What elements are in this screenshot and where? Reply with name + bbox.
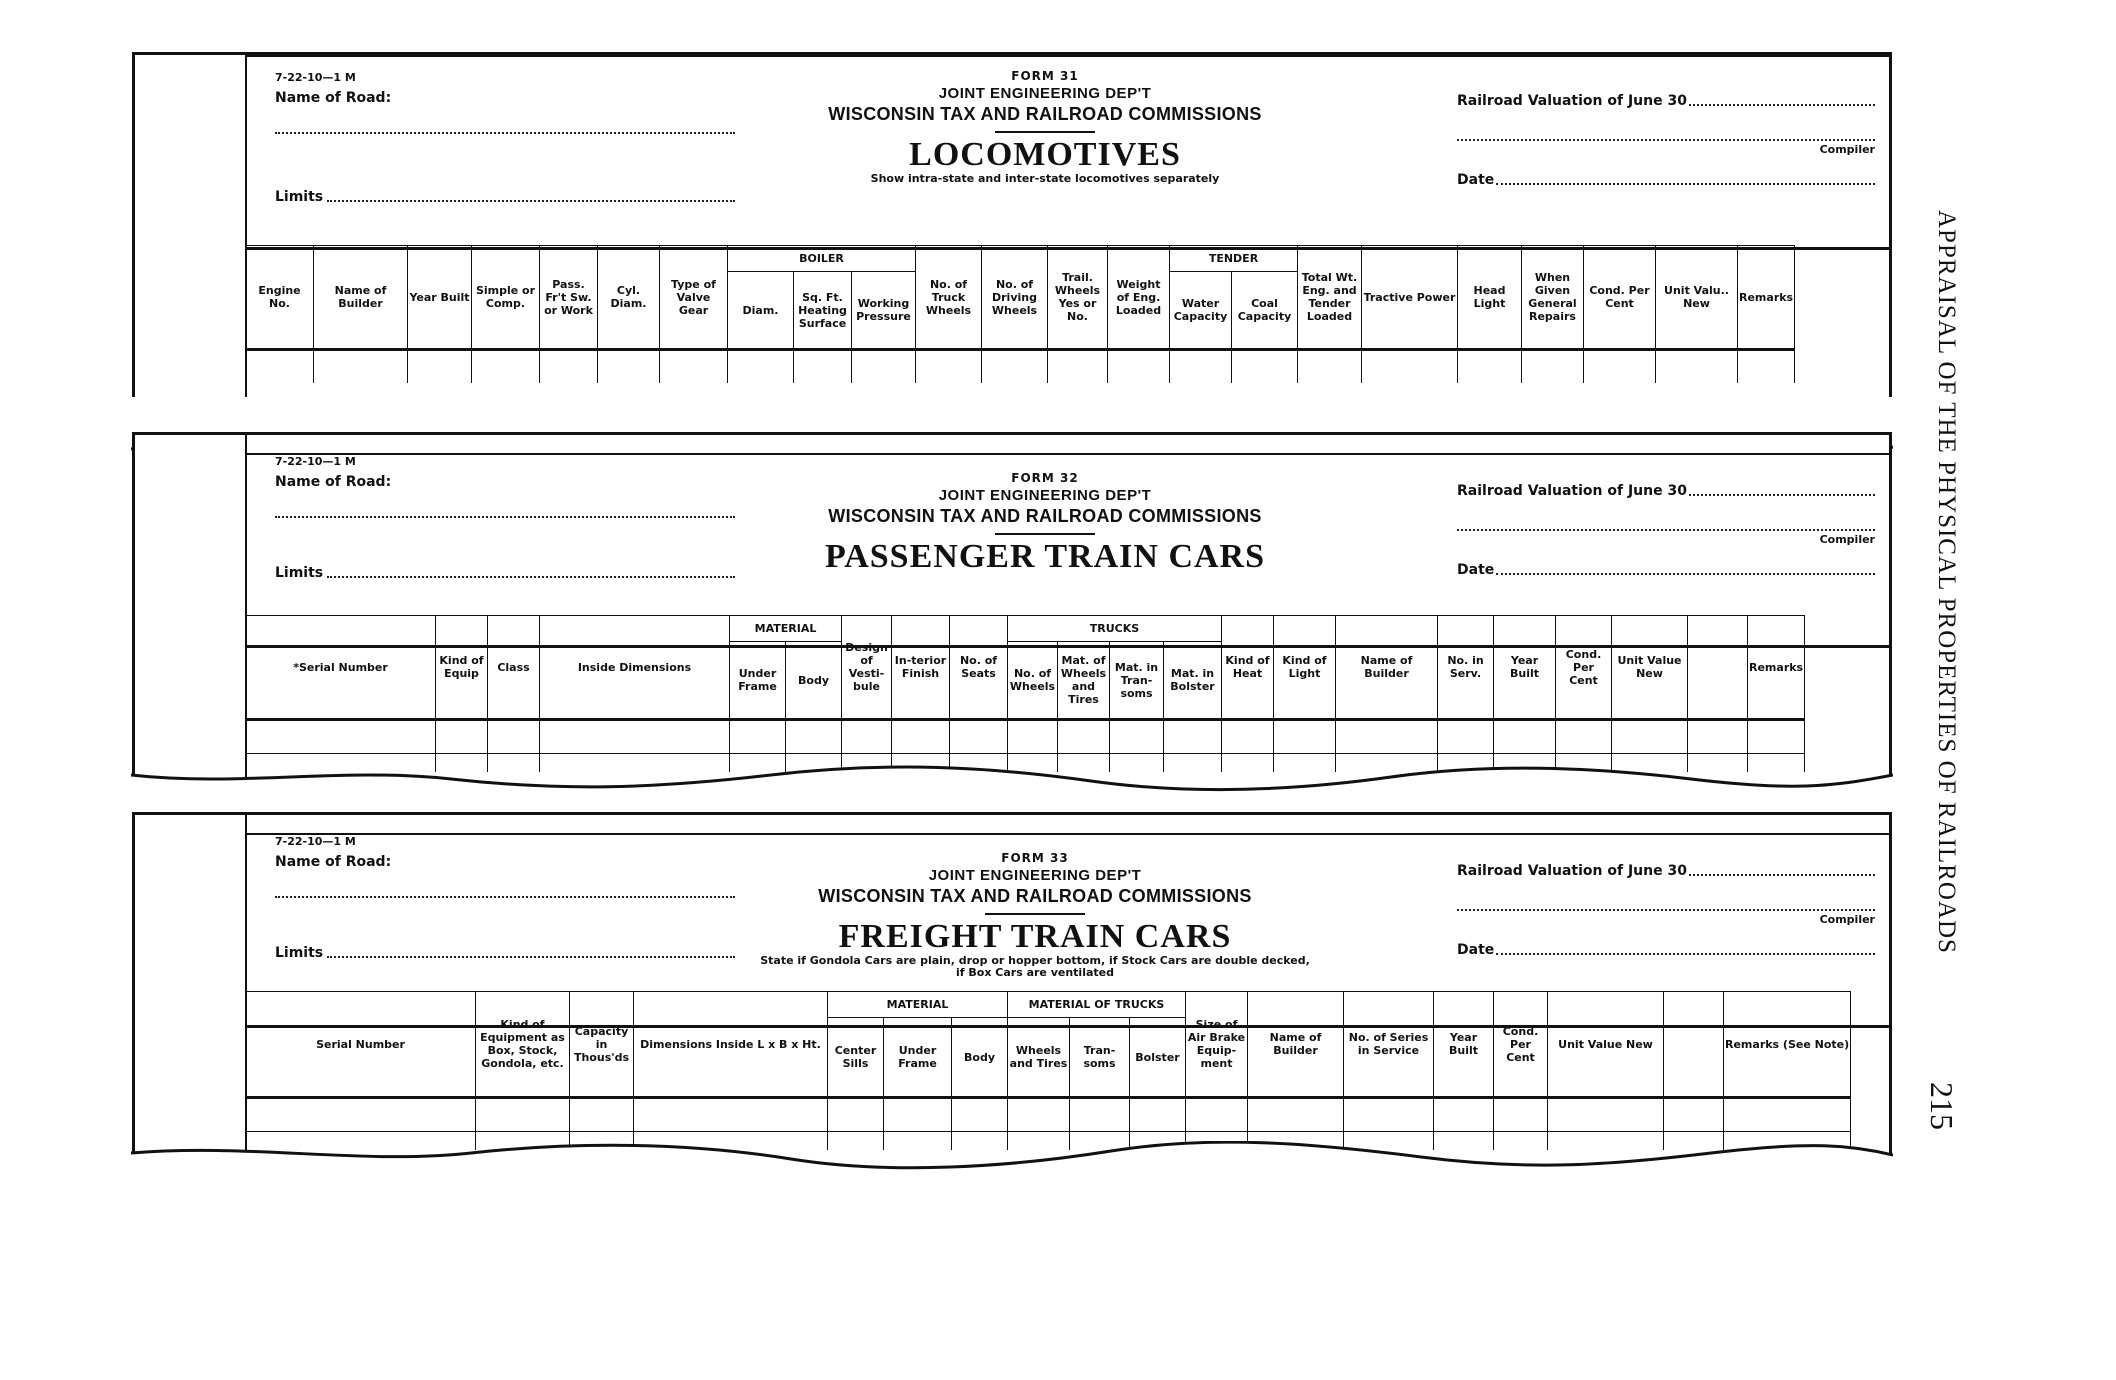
col-transoms: Tran-soms bbox=[1070, 1018, 1130, 1098]
col-name-of-builder: Name of Builder bbox=[1248, 992, 1344, 1098]
form-number: FORM 32 bbox=[1011, 471, 1079, 485]
col-coal-capacity: Coal Capacity bbox=[1232, 272, 1298, 350]
col-mat-wheels-tires: Mat. of Wheels and Tires bbox=[1058, 642, 1110, 720]
road-info bbox=[275, 835, 735, 961]
title-rule bbox=[985, 913, 1085, 915]
col-cond-per-cent: Cond. Per Cent bbox=[1584, 246, 1656, 350]
col-under-frame: Under Frame bbox=[884, 1018, 952, 1098]
name-of-road-field[interactable] bbox=[275, 516, 735, 518]
title-rule bbox=[995, 131, 1095, 133]
col-year-built: Year Built bbox=[1494, 616, 1556, 720]
form-title-block bbox=[765, 69, 1325, 185]
passenger-cars-table bbox=[245, 615, 1805, 772]
col-unit-value-new: Unit Value New bbox=[1612, 616, 1688, 720]
col-water-capacity: Water Capacity bbox=[1170, 272, 1232, 350]
limits-label: Limits bbox=[275, 565, 324, 581]
torn-edge bbox=[131, 765, 1893, 795]
date-field[interactable] bbox=[1496, 573, 1875, 575]
col-remarks: Remarks (See Note) bbox=[1724, 992, 1851, 1098]
running-header bbox=[1924, 210, 1990, 1210]
compiler-field[interactable] bbox=[1457, 909, 1875, 911]
col-truck-wheels: No. of Truck Wheels bbox=[916, 246, 982, 350]
col-no-of-series: No. of Series in Service bbox=[1344, 992, 1434, 1098]
commission: WISCONSIN TAX AND RAILROAD COMMISSIONS bbox=[828, 506, 1262, 526]
col-tractive-power: Tractive Power bbox=[1362, 246, 1458, 350]
form-title: PASSENGER TRAIN CARS bbox=[824, 538, 1266, 575]
valuation-field[interactable] bbox=[1689, 874, 1875, 876]
limits-field[interactable] bbox=[327, 200, 735, 202]
department: JOINT ENGINEERING DEP'T bbox=[938, 487, 1152, 504]
compiler-field[interactable] bbox=[1457, 529, 1875, 531]
col-year-built: Year Built bbox=[1434, 992, 1494, 1098]
col-mat-bolster: Mat. in Bolster bbox=[1164, 642, 1222, 720]
col-dimensions-inside: Dimensions Inside L x B x Ht. bbox=[634, 992, 828, 1098]
valuation-field[interactable] bbox=[1689, 494, 1875, 496]
commission: WISCONSIN TAX AND RAILROAD COMMISSIONS bbox=[818, 886, 1252, 906]
col-serial-number: *Serial Number bbox=[246, 616, 436, 720]
print-code: 7-22-10—1 M bbox=[275, 455, 356, 468]
col-blank bbox=[1664, 992, 1724, 1098]
col-serial-number: Serial Number bbox=[246, 992, 476, 1098]
name-of-road-label: Name of Road: bbox=[275, 474, 392, 490]
col-no-of-seats: No. of Seats bbox=[950, 616, 1008, 720]
form-subtitle-2: if Box Cars are ventilated bbox=[956, 966, 1114, 979]
col-unit-value-new: Unit Valu.. New bbox=[1656, 246, 1738, 350]
compiler-field[interactable] bbox=[1457, 139, 1875, 141]
col-cond-per-cent: Cond. Per Cent bbox=[1556, 616, 1612, 720]
col-remarks: Remarks bbox=[1738, 246, 1795, 350]
limits-row bbox=[275, 189, 735, 205]
col-capacity: Capacity in Thous'ds bbox=[570, 992, 634, 1098]
form-32-passenger-train-cars bbox=[132, 432, 1892, 785]
col-air-brake: Size of Air Brake Equip-ment bbox=[1186, 992, 1248, 1098]
form-header bbox=[245, 55, 1889, 250]
group-boiler: BOILER bbox=[728, 246, 916, 272]
col-name-of-builder: Name of Builder bbox=[1336, 616, 1438, 720]
col-body: Body bbox=[786, 642, 842, 720]
form-33-freight-train-cars bbox=[132, 812, 1892, 1165]
valuation-label: Railroad Valuation of June 30 bbox=[1457, 483, 1687, 499]
limits-field[interactable] bbox=[327, 956, 735, 958]
col-remarks: Remarks bbox=[1748, 616, 1805, 720]
col-cond-per-cent: Cond. Per Cent bbox=[1494, 992, 1548, 1098]
col-total-wt: Total Wt. Eng. and Tender Loaded bbox=[1298, 246, 1362, 350]
date-label: Date bbox=[1457, 172, 1495, 188]
col-no-of-wheels: No. of Wheels bbox=[1008, 642, 1058, 720]
col-pass-frt: Pass. Fr't Sw. or Work bbox=[540, 246, 598, 350]
locomotives-table bbox=[245, 245, 1795, 383]
print-code: 7-22-10—1 M bbox=[275, 835, 356, 848]
freight-cars-table bbox=[245, 991, 1851, 1150]
date-field[interactable] bbox=[1496, 183, 1875, 185]
limits-row bbox=[275, 565, 735, 581]
col-trail-wheels: Trail. Wheels Yes or No. bbox=[1048, 246, 1108, 350]
valuation-info bbox=[1457, 93, 1875, 188]
group-material-of-trucks: MATERIAL OF TRUCKS bbox=[1008, 992, 1186, 1018]
name-of-road-field[interactable] bbox=[275, 896, 735, 898]
road-info bbox=[275, 71, 735, 205]
form-number: FORM 33 bbox=[1001, 851, 1069, 865]
col-under-frame: Under Frame bbox=[730, 642, 786, 720]
col-center-sills: Center Sills bbox=[828, 1018, 884, 1098]
page-number: 215 bbox=[1924, 1082, 1960, 1130]
name-of-road-label: Name of Road: bbox=[275, 90, 392, 106]
col-year-built: Year Built bbox=[408, 246, 472, 350]
col-simple-or-comp: Simple or Comp. bbox=[472, 246, 540, 350]
col-inside-dimensions: Inside Dimensions bbox=[540, 616, 730, 720]
running-header-title: APPRAISAL OF THE PHYSICAL PROPERTIES OF RAILROADS bbox=[1933, 210, 1960, 954]
date-label: Date bbox=[1457, 942, 1495, 958]
col-mat-transoms: Mat. in Tran-soms bbox=[1110, 642, 1164, 720]
print-code: 7-22-10—1 M bbox=[275, 71, 356, 84]
col-type-valve-gear: Type of Valve Gear bbox=[660, 246, 728, 350]
commission: WISCONSIN TAX AND RAILROAD COMMISSIONS bbox=[828, 104, 1262, 124]
title-rule bbox=[995, 533, 1095, 535]
limits-row bbox=[275, 945, 735, 961]
valuation-label: Railroad Valuation of June 30 bbox=[1457, 863, 1687, 879]
col-kind-of-light: Kind of Light bbox=[1274, 616, 1336, 720]
form-stub bbox=[135, 55, 247, 397]
compiler-label: Compiler bbox=[1819, 533, 1875, 546]
form-title: LOCOMOTIVES bbox=[909, 136, 1181, 173]
valuation-field[interactable] bbox=[1689, 104, 1875, 106]
road-info bbox=[275, 455, 735, 581]
date-field[interactable] bbox=[1496, 953, 1875, 955]
col-kind-of-equip: Kind of Equip bbox=[436, 616, 488, 720]
form-title: FREIGHT TRAIN CARS bbox=[838, 918, 1232, 955]
compiler-label: Compiler bbox=[1819, 913, 1875, 926]
col-heating-surface: Sq. Ft. Heating Surface bbox=[794, 272, 852, 350]
col-driving-wheels: No. of Driving Wheels bbox=[982, 246, 1048, 350]
form-stub bbox=[135, 435, 247, 785]
col-class: Class bbox=[488, 616, 540, 720]
col-weight-eng: Weight of Eng. Loaded bbox=[1108, 246, 1170, 350]
group-material: MATERIAL bbox=[730, 616, 842, 642]
valuation-info bbox=[1457, 483, 1875, 578]
valuation-label: Railroad Valuation of June 30 bbox=[1457, 93, 1687, 109]
col-kind-of-equipment: Kind of Equipment as Box, Stock, Gondola, etc. bbox=[476, 992, 570, 1098]
col-name-of-builder: Name of Builder bbox=[314, 246, 408, 350]
limits-field[interactable] bbox=[327, 576, 735, 578]
department: JOINT ENGINEERING DEP'T bbox=[928, 867, 1142, 884]
col-blank bbox=[1688, 616, 1748, 720]
form-subtitle: Show intra-state and inter-state locomotives separately bbox=[870, 172, 1220, 185]
col-boiler-diam: Diam. bbox=[728, 272, 794, 350]
col-unit-value-new: Unit Value New bbox=[1548, 992, 1664, 1098]
table-row[interactable] bbox=[246, 1098, 1851, 1132]
group-material: MATERIAL bbox=[828, 992, 1008, 1018]
name-of-road-label: Name of Road: bbox=[275, 854, 392, 870]
date-label: Date bbox=[1457, 562, 1495, 578]
col-no-in-serv: No. in Serv. bbox=[1438, 616, 1494, 720]
col-engine-no: Engine No. bbox=[246, 246, 314, 350]
col-bolster: Bolster bbox=[1130, 1018, 1186, 1098]
limits-label: Limits bbox=[275, 945, 324, 961]
col-head-light: Head Light bbox=[1458, 246, 1522, 350]
col-kind-of-heat: Kind of Heat bbox=[1222, 616, 1274, 720]
form-31-locomotives bbox=[132, 52, 1892, 397]
department: JOINT ENGINEERING DEP'T bbox=[938, 85, 1152, 102]
limits-label: Limits bbox=[275, 189, 324, 205]
col-body: Body bbox=[952, 1018, 1008, 1098]
col-cyl-diam: Cyl. Diam. bbox=[598, 246, 660, 350]
group-trucks: TRUCKS bbox=[1008, 616, 1222, 642]
form-title-block bbox=[715, 851, 1355, 979]
table-row[interactable] bbox=[246, 720, 1805, 754]
table-row[interactable] bbox=[246, 350, 1795, 384]
col-when-given: When Given General Repairs bbox=[1522, 246, 1584, 350]
torn-edge bbox=[131, 1141, 1893, 1171]
group-tender: TENDER bbox=[1170, 246, 1298, 272]
col-wheels-tires: Wheels and Tires bbox=[1008, 1018, 1070, 1098]
col-interior-finish: In-terior Finish bbox=[892, 616, 950, 720]
col-design-vestibule: Design of Vesti-bule bbox=[842, 616, 892, 720]
col-working-pressure: Working Pressure bbox=[852, 272, 916, 350]
valuation-info bbox=[1457, 863, 1875, 958]
form-title-block bbox=[765, 471, 1325, 575]
form-number: FORM 31 bbox=[1011, 69, 1079, 83]
name-of-road-field[interactable] bbox=[275, 132, 735, 134]
form-subtitle: State if Gondola Cars are plain, drop or hopper bottom, if Stock Cars are double decked, bbox=[760, 954, 1310, 967]
compiler-label: Compiler bbox=[1819, 143, 1875, 156]
form-stub bbox=[135, 815, 247, 1165]
